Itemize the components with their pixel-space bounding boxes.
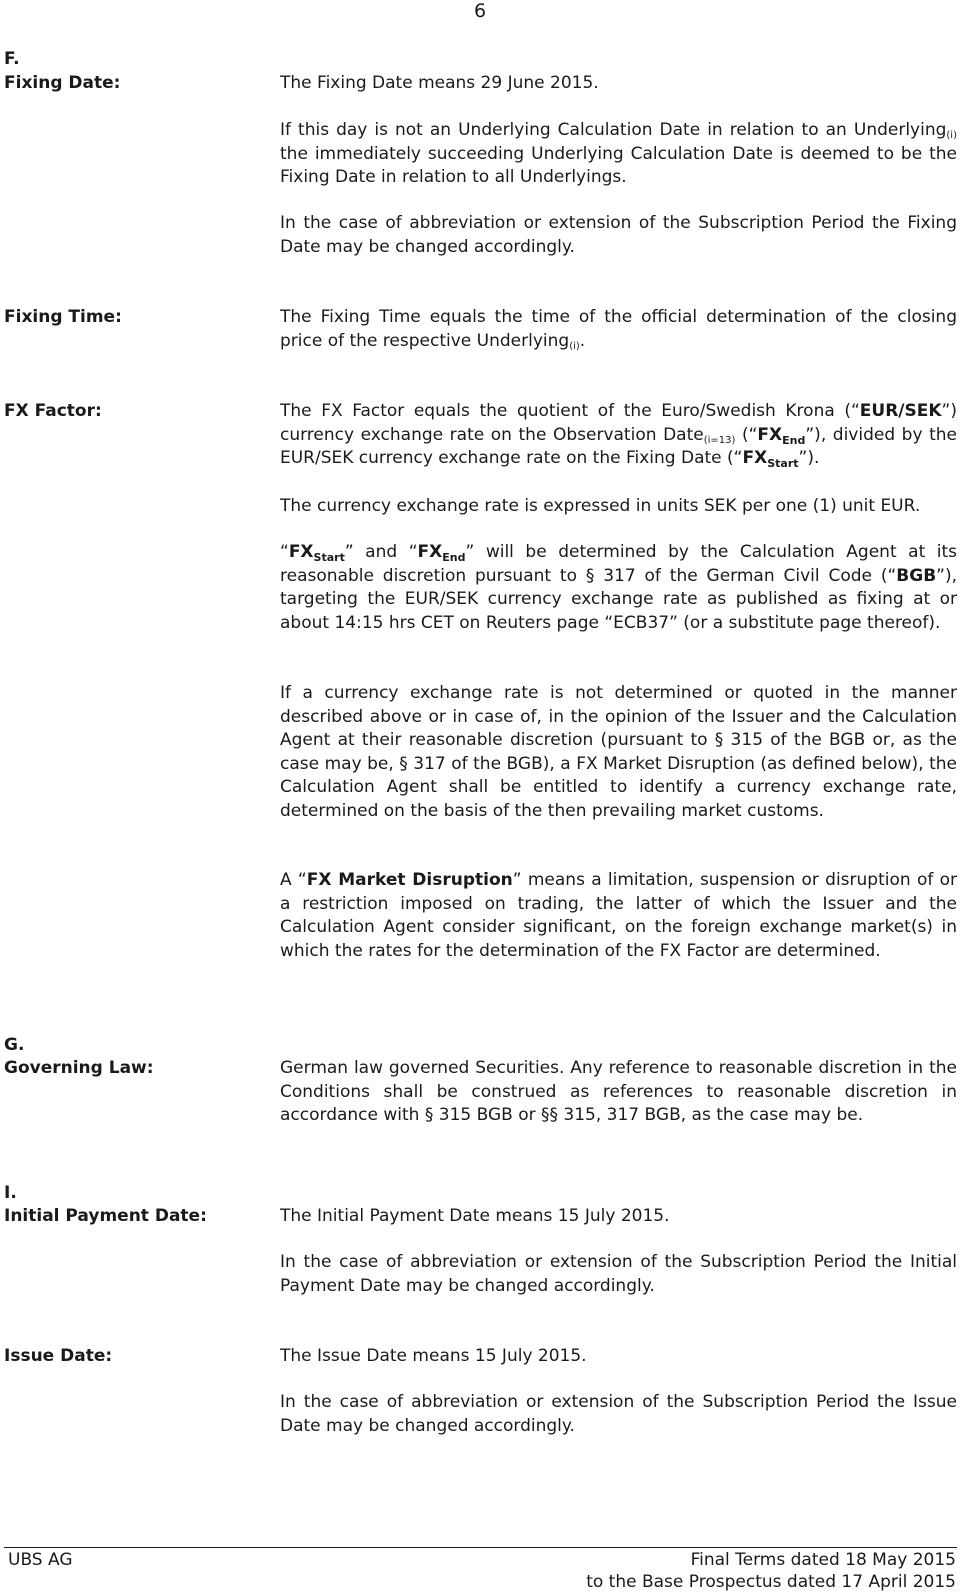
subscript-i: (i): [569, 340, 580, 352]
fx-factor-p4: If a currency exchange rate is not determined or quoted in the manner described above or in case of, in the opinion of the Issuer and the Calculation Agent at their reasonable discretion (pursuant to § 315 of the BGB or, as the case may be, § 317 of the BGB), a FX Market Disruption (as defined below), the Calculation Agent shall be entitled to identify a currency exchange rate, determined on the basis of the then prevailing market customs.: [280, 683, 957, 821]
fx-factor-p5: A “FX Market Disruption” means a limitation, suspension or disruption of or a restriction imposed on trading, the latter of which the Issuer and the Calculation Agent consider significant, on the foreign exchange market(s) in which the rates for the determination of the FX Factor are determined.: [280, 870, 957, 961]
footer-dates: [586, 1549, 956, 1593]
section-letter-i: I.: [4, 1183, 17, 1203]
label-initial-payment-date: Initial Payment Date:: [4, 1206, 207, 1226]
term-fx: FX: [757, 424, 783, 445]
fixing-time-p1: The Fixing Time equals the time of the official determination of the closing price of the respective Underlying$_{(i)}$.: [280, 307, 957, 352]
subscript-end: End: [782, 433, 806, 447]
section-letter-f: F.: [4, 49, 20, 69]
page-number: 6: [473, 0, 487, 22]
footer-final-terms: Final Terms dated 18 May 2015: [690, 1550, 956, 1570]
subscript-start: Start: [767, 457, 799, 471]
term-eur-sek: EUR/SEK: [859, 401, 942, 421]
fixing-date-p2: If this day is not an Underlying Calculation Date in relation to an Underlying$_{(i)}$ the immediately succeeding Underlying Calculation Date is deemed to be the Fixing Date in relation to all Underlyings.: [280, 120, 957, 188]
subscript-end: End: [442, 551, 466, 564]
subscript-start: Start: [313, 551, 345, 564]
term-fx: FX: [742, 448, 768, 469]
fixing-date-p3: In the case of abbreviation or extension of the Subscription Period the Fixing Date may be changed accordingly.: [280, 213, 957, 257]
governing-law-p1: German law governed Securities. Any reference to reasonable discretion in the Conditions shall be construed as references to reasonable discretion in accordance with § 315 BGB or §§ 315, 317 BGB, as the case may be.: [280, 1058, 957, 1126]
footer-base-prospectus: to the Base Prospectus dated 17 April 2015: [586, 1572, 956, 1592]
subscript-i: (i): [946, 130, 957, 141]
fx-factor-p1: The FX Factor equals the quotient of the Euro/Swedish Krona (“EUR/SEK”) currency exchange rate on the Observation Date$_{(i=13)}$ $(“FX_{End}”)$, divided by the EUR/SEK currency exchange rate on the Fixing Date $(“FX_{Start}”)$.: [280, 401, 958, 471]
label-fx-factor: FX Factor:: [4, 401, 102, 421]
section-letter-g: G.: [4, 1035, 25, 1055]
term-fx-market-disruption: FX Market Disruption: [306, 870, 513, 890]
initial-payment-date-p1: The Initial Payment Date means 15 July 2015.: [280, 1206, 670, 1226]
term-fx: FX: [288, 542, 314, 562]
label-fixing-time: Fixing Time:: [4, 307, 122, 327]
label-governing-law: Governing Law:: [4, 1058, 154, 1078]
fixing-date-p1: The Fixing Date means 29 June 2015.: [280, 73, 599, 93]
initial-payment-date-p2: In the case of abbreviation or extension of the Subscription Period the Initial Payment Date may be changed accordingly.: [280, 1252, 957, 1296]
footer-rule: [4, 1547, 957, 1548]
issue-date-p2: In the case of abbreviation or extension of the Subscription Period the Issue Date may be changed accordingly.: [280, 1392, 957, 1436]
fx-factor-p2: The currency exchange rate is expressed in units SEK per one (1) unit EUR.: [280, 496, 921, 516]
label-fixing-date: Fixing Date:: [4, 73, 121, 93]
issue-date-p1: The Issue Date means 15 July 2015.: [280, 1346, 587, 1366]
label-issue-date: Issue Date:: [4, 1346, 113, 1366]
fx-factor-p3: “$FX_{Start}$” and “$FX_{End}$” will be determined by the Calculation Agent at its reasonable discretion pursuant to § 317 of the German Civil Code (“BGB”), targeting the EUR/SEK currency exchange rate as published as fixing at or about 14:15 hrs CET on Reuters page “ECB37” (or a substitute page thereof).: [280, 542, 958, 633]
term-bgb: BGB: [896, 565, 937, 586]
footer-issuer: UBS AG: [8, 1550, 73, 1570]
term-fx: FX: [417, 542, 443, 562]
subscript-i13: (i=13): [703, 434, 736, 446]
